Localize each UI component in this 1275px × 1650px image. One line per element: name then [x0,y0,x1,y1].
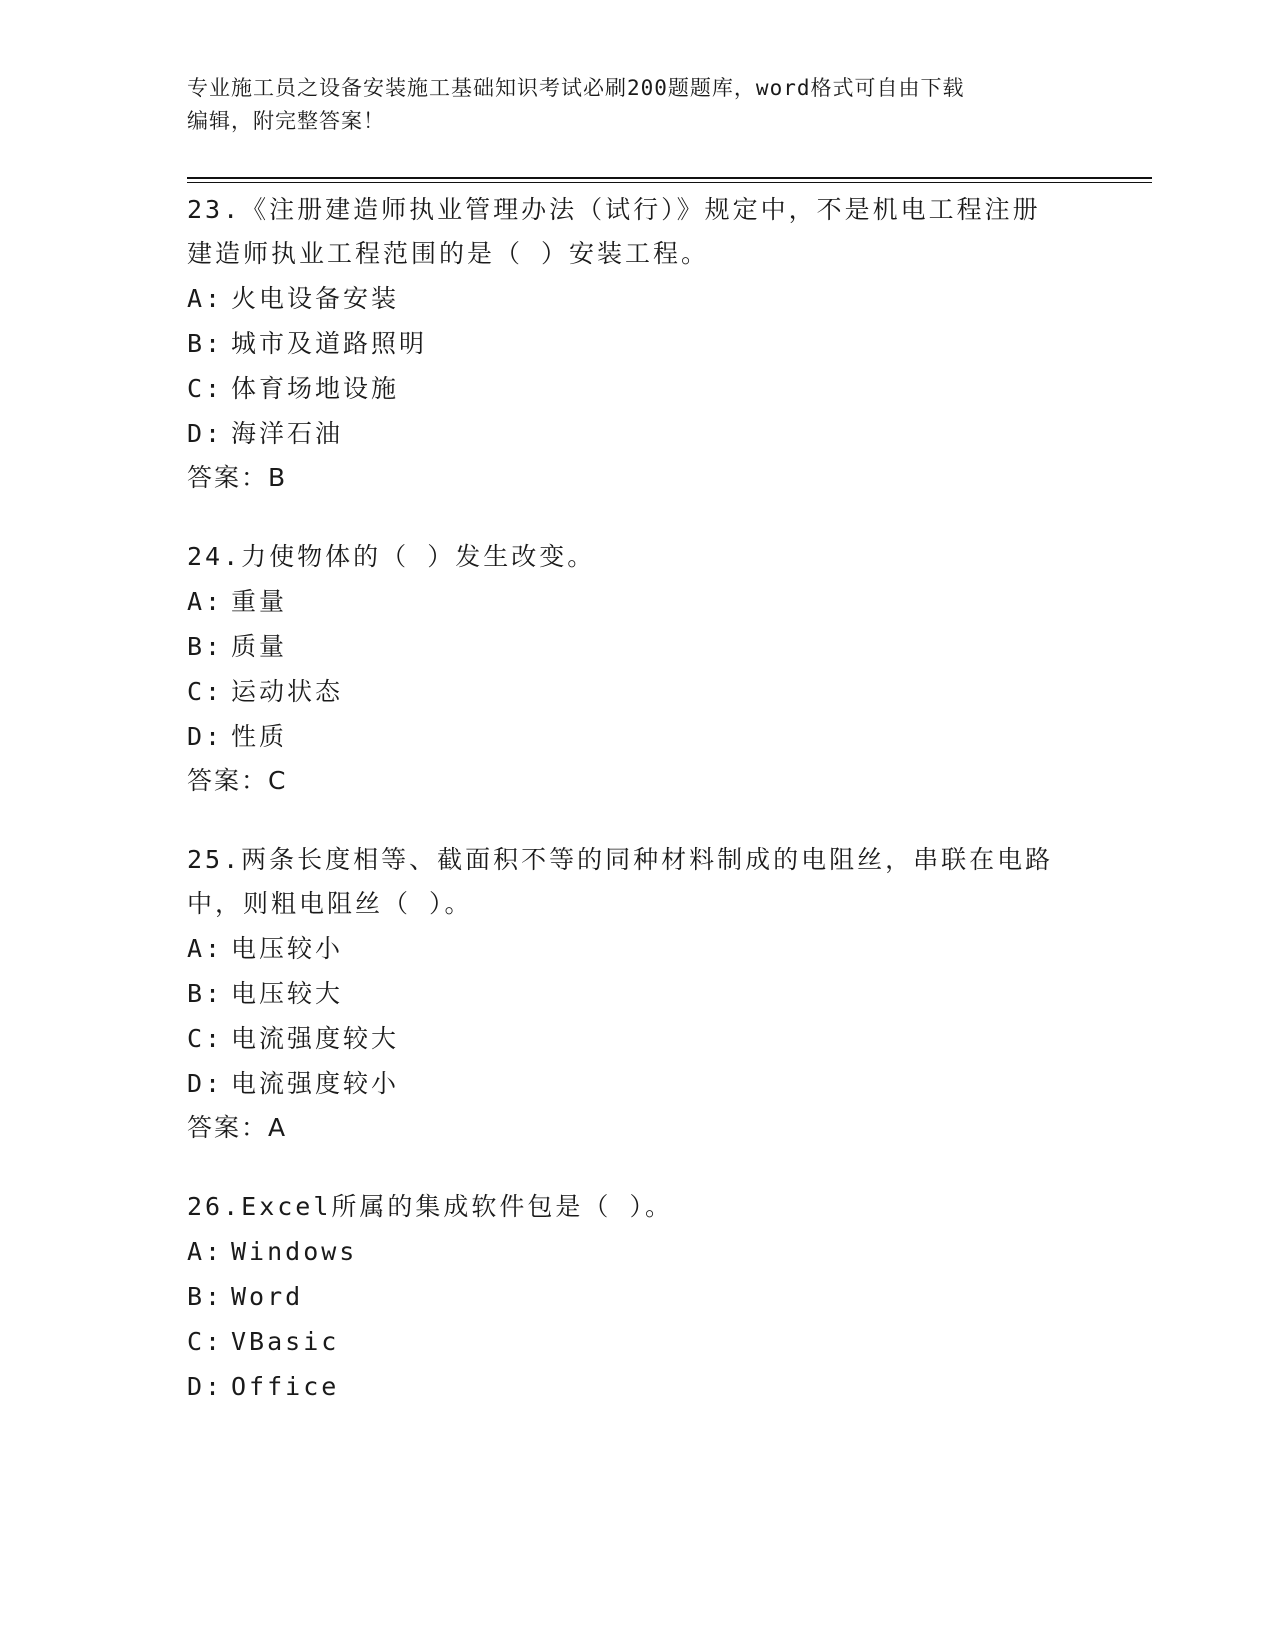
option-b [187,1274,1087,1319]
option-text: 电流强度较小 [231,1069,400,1098]
question-stem [187,188,1087,276]
question-24 [187,535,1087,803]
option-a [187,276,1087,321]
option-key: D: [187,1372,224,1401]
option-d [187,1061,1087,1106]
option-c [187,366,1087,411]
option-text: 电压较小 [231,934,344,963]
option-key: C: [187,677,224,706]
option-text: Word [231,1282,304,1311]
option-a [187,926,1087,971]
option-c [187,1319,1087,1364]
option-key: B: [187,979,224,1008]
option-key: D: [187,1069,224,1098]
option-c [187,669,1087,714]
option-key: B: [187,329,224,358]
option-text: Office [231,1372,340,1401]
option-text: 城市及道路照明 [231,329,428,358]
question-25 [187,838,1087,1150]
option-text: 电压较大 [231,979,344,1008]
option-key: A: [187,1237,224,1266]
option-text: Windows [231,1237,358,1266]
option-b [187,971,1087,1016]
option-key: D: [187,419,224,448]
option-d [187,714,1087,759]
option-text: 重量 [231,587,288,616]
question-23 [187,188,1087,500]
option-text: 运动状态 [231,677,344,706]
option-text: 火电设备安装 [231,284,400,313]
option-d [187,411,1087,456]
option-key: A: [187,934,224,963]
answer-line: 答案：B [187,463,288,492]
option-key: A: [187,587,224,616]
option-key: A: [187,284,224,313]
option-text: VBasic [231,1327,340,1356]
option-key: D: [187,722,224,751]
option-text: 电流强度较大 [231,1024,400,1053]
option-b [187,624,1087,669]
option-key: B: [187,1282,224,1311]
question-stem-line-1: 25.两条长度相等、截面积不等的同种材料制成的电阻丝，串联在电路 [187,845,1054,874]
option-text: 质量 [231,632,288,661]
option-key: C: [187,1327,224,1356]
option-text: 性质 [231,722,288,751]
option-text: 海洋石油 [231,419,344,448]
document-header [187,72,1067,138]
option-d [187,1364,1087,1409]
header-line-2: 编辑，附完整答案！ [187,109,385,133]
question-stem: 24.力使物体的（ ）发生改变。 [187,542,596,571]
question-stem [187,838,1087,926]
option-c [187,1016,1087,1061]
question-stem-line-1: 23.《注册建造师执业管理办法（试行）》规定中，不是机电工程注册 [187,195,1041,224]
option-key: C: [187,374,224,403]
question-stem-line-2: 建造师执业工程范围的是（ ）安装工程。 [187,239,710,268]
option-a [187,1229,1087,1274]
question-stem-line-2: 中，则粗电阻丝（ ）。 [187,889,473,918]
answer-line: 答案：C [187,766,288,795]
question-list [187,188,1087,1444]
question-stem: 26.Excel所属的集成软件包是（ ）。 [187,1192,673,1221]
header-divider-thin [187,182,1152,183]
option-a [187,579,1087,624]
option-key: C: [187,1024,224,1053]
option-key: B: [187,632,224,661]
answer-line: 答案：A [187,1113,288,1142]
question-26 [187,1185,1087,1409]
option-b [187,321,1087,366]
header-line-1: 专业施工员之设备安装施工基础知识考试必刷200题题库，word格式可自由下载 [187,76,965,100]
header-divider-thick [187,177,1152,179]
option-text: 体育场地设施 [231,374,400,403]
